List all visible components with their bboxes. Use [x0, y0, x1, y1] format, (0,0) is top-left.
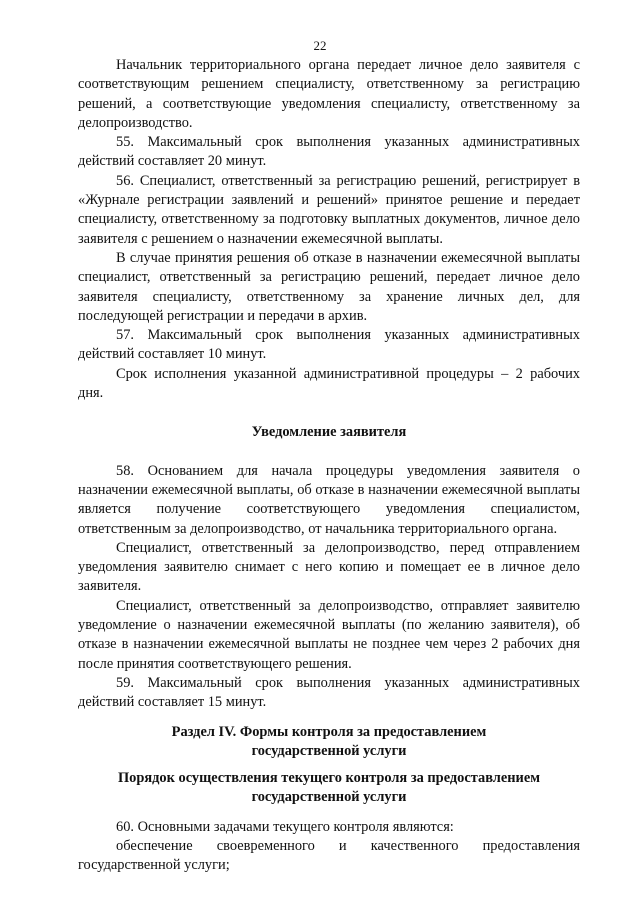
paragraph: 57. Максимальный срок выполнения указанных административных действий составляет 10 минут.	[78, 327, 580, 363]
section-heading-iv-line1: Раздел IV. Формы контроля за предоставлением	[171, 723, 487, 740]
section-heading-control-line1: Порядок осуществления текущего контроля за предоставлением	[117, 770, 541, 787]
paragraph: В случае принятия решения об отказе в назначении ежемесячной выплаты специалист, ответственный за регистрацию решений, передает личное дело заявителя специалисту, ответственному за хранение личных дел, для последующей регистрации и передачи в архив.	[78, 249, 580, 324]
paragraph: 58. Основанием для начала процедуры уведомления заявителя о назначении ежемесячной выплаты, об отказе в назначении ежемесячной выплаты является получение соответствующего уведомления специалистом, ответственным за делопроизводство, от начальника территориального органа.	[78, 462, 580, 537]
section-heading-notify: Уведомление заявителя	[251, 424, 407, 441]
document-body	[78, 56, 580, 876]
paragraph: 59. Максимальный срок выполнения указанных административных действий составляет 15 минут.	[78, 674, 580, 711]
paragraph: 60. Основными задачами текущего контроля являются:	[116, 818, 454, 835]
paragraph: Начальник территориального органа передает личное дело заявителя с соответствующим решением специалисту, ответственному за регистрацию решений, а соответствующие уведомления специалисту, ответственному за делопроизводство.	[78, 57, 580, 131]
section-heading-control-line2: государственной услуги	[251, 789, 407, 806]
page-number: 22	[313, 38, 327, 53]
paragraph: 55. Максимальный срок выполнения указанных административных действий составляет 20 минут.	[78, 134, 580, 170]
paragraph: обеспечение своевременного и качественного предоставления государственной услуги;	[78, 837, 580, 874]
paragraph: 56. Специалист, ответственный за регистрацию решений, регистрирует в «Журнале регистрации заявлений и решений» принятое решение и передает специалисту, ответственному за подготовку выплатных документов, личное дело заявителя с решением о назначении ежемесячной выплаты.	[78, 172, 580, 247]
paragraph: Срок исполнения указанной административной процедуры – 2 рабочих дня.	[78, 365, 580, 402]
paragraph: Специалист, ответственный за делопроизводство, отправляет заявителю уведомление о назначении ежемесячной выплаты (по желанию заявителя), об отказе в назначении ежемесячной выплаты не позднее чем через 2 рабочих дня после принятия соответствующего решения.	[78, 597, 580, 672]
section-heading-iv-line2: государственной услуги	[251, 742, 407, 759]
section-heading-iv	[78, 723, 580, 762]
paragraph: Специалист, ответственный за делопроизводство, перед отправлением уведомления заявителю снимает с него копию и помещает ее в личное дело заявителя.	[78, 539, 580, 595]
section-heading-control	[78, 769, 580, 808]
